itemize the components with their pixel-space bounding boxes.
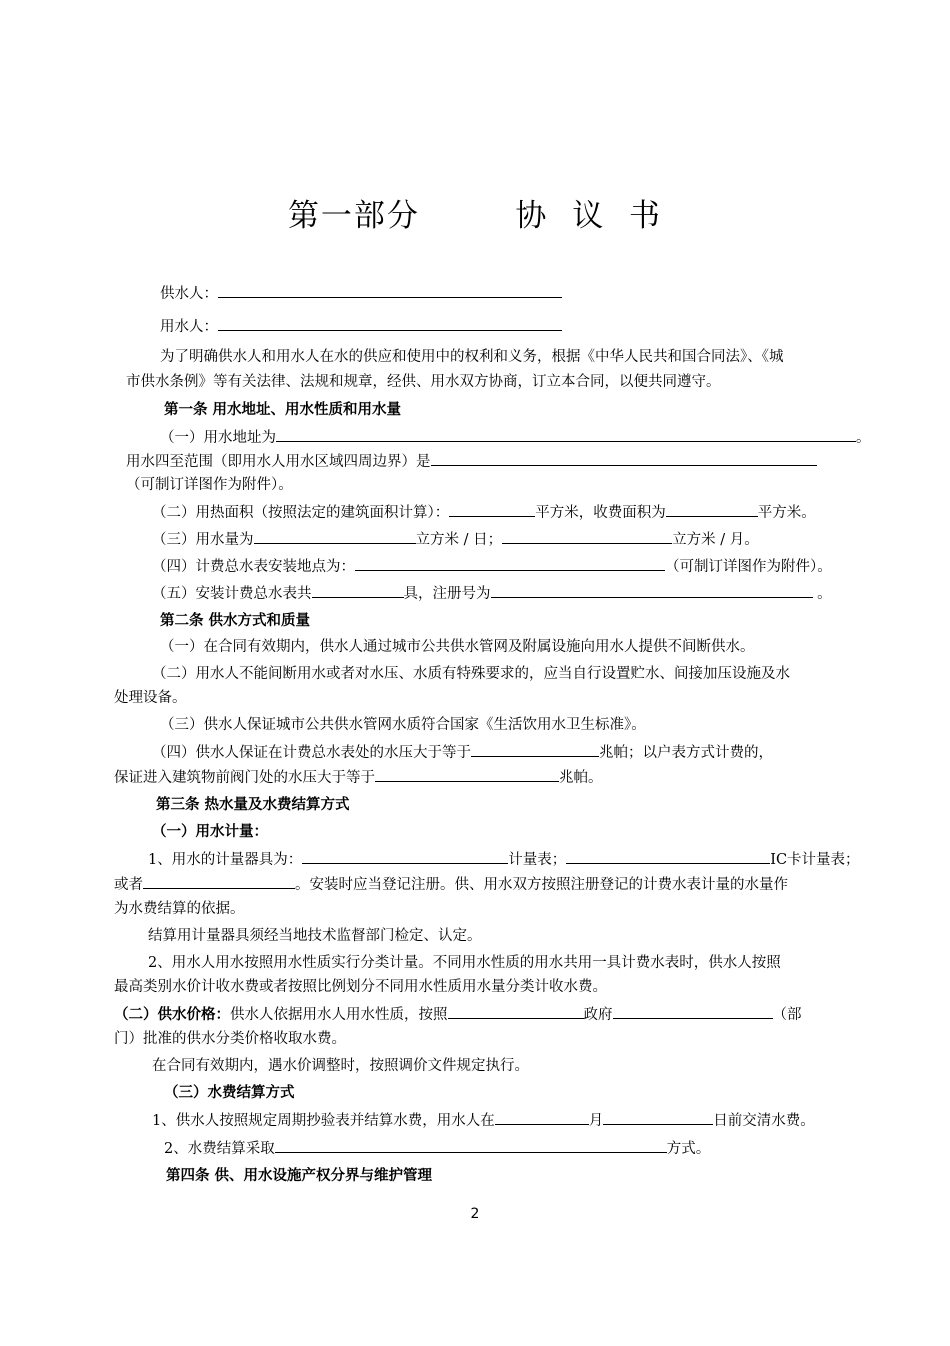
metering-device-blank (302, 849, 508, 864)
article3-s3a (152, 1110, 912, 1131)
user-line (160, 316, 920, 337)
page-number: 2 (470, 1206, 480, 1222)
article1-item3-mid: 立方米 / 日； (415, 532, 503, 548)
article1-item4-end: （可制订详图作为附件）。 (665, 559, 832, 575)
article1-item2-text: （二）用热面积（按照法定的建筑面积计算）： (152, 505, 450, 521)
article3-s3a-mid: 月 (588, 1113, 604, 1129)
article1-item4-text: （四）计费总水表安装地点为： (152, 559, 355, 575)
charge-area-blank (666, 502, 758, 517)
article2-p2b: 处理设备。 (114, 690, 187, 706)
meter-count-blank (312, 583, 404, 598)
article3-s3b (164, 1138, 924, 1159)
article1-heading: 第一条 用水地址、用水性质和用水量 (164, 402, 402, 418)
intro-line-2: 市供水条例》等有关法律、法规和规章，经供、用水双方协商，订立本合同，以便共同遵守。 (126, 374, 721, 390)
intro-line-1: 为了明确供水人和用水人在水的供应和使用中的权利和义务，根据《中华人民共和国合同法》、《城 (160, 349, 784, 365)
article2-p4a (152, 742, 912, 763)
article3-s2a-text: 供水人依据用水人用水性质，按照 (230, 1007, 448, 1023)
article3-s1a-mid: 计量表； (508, 852, 567, 868)
article1-item5-end: 。 (812, 586, 832, 602)
article3-s3b-end: 方式。 (666, 1141, 711, 1157)
article2-p1: （一）在合同有效期内，供水人通过城市公共供水管网及附属设施向用水人提供不间断供水。 (160, 639, 755, 655)
article3-s1e: 2、用水人用水按照用水性质实行分类计量。不同用水性质的用水共用一具计费水表时，供水人按照 (148, 955, 781, 971)
article3-s2a (114, 1004, 874, 1025)
article1-item2-end: 平方米。 (757, 505, 816, 521)
article2-p4a-text: （四）供水人保证在计费总水表处的水压大于等于 (152, 745, 471, 761)
article1-item2 (152, 502, 912, 523)
article3-s1f: 最高类别水价计收水费或者按照比例划分不同用水性质用水量分类计收水费。 (114, 979, 607, 995)
boundary-blank (431, 451, 817, 466)
daily-volume-blank (254, 529, 416, 544)
supplier-blank (218, 283, 562, 298)
article2-p4b-end: 兆帕。 (559, 770, 603, 786)
user-blank (218, 316, 562, 331)
government-blank (448, 1004, 584, 1019)
article3-sub3: （三）水费结算方式 (164, 1085, 295, 1101)
monthly-volume-blank (502, 529, 672, 544)
article1-item3 (152, 529, 912, 550)
supplier-label: 供水人： (160, 286, 218, 302)
article3-s1c: 为水费结算的依据。 (114, 901, 245, 917)
article1-item5 (152, 583, 912, 604)
article3-s3a-end: 日前交清水费。 (713, 1113, 815, 1129)
article3-s1b-text: 或者 (114, 877, 143, 893)
article4-heading: 第四条 供、用水设施产权分界与维护管理 (166, 1168, 433, 1184)
meter-location-blank (355, 556, 665, 571)
article1-item4 (152, 556, 912, 577)
registration-number-blank (491, 583, 813, 598)
article2-p4b-text: 保证进入建筑物前阀门处的水压大于等于 (114, 770, 375, 786)
article3-s2a-end: （部 (772, 1007, 802, 1023)
article3-s2b: 门）批准的供水分类价格收取水费。 (114, 1031, 346, 1047)
article2-p4b (114, 767, 874, 788)
article3-s1a (148, 849, 908, 870)
month-blank (495, 1110, 589, 1125)
metering-device-blank-2 (566, 849, 770, 864)
article1-item1-end: 。 (856, 430, 871, 446)
article1-item2-mid: 平方米，收费面积为 (535, 505, 666, 521)
address-blank (276, 427, 856, 442)
article1-item1c: （可制订详图作为附件）。 (126, 477, 293, 493)
settlement-method-blank (275, 1138, 667, 1153)
meter-pressure-blank (471, 742, 599, 757)
article1-item1 (160, 427, 920, 448)
article3-s3b-text: 2、水费结算采取 (164, 1141, 275, 1157)
article1-item5-text: （五）安装计费总水表共 (152, 586, 312, 602)
article3-sub2: （二）供水价格： (114, 1007, 230, 1023)
heating-area-blank (449, 502, 535, 517)
article1-item1-text: （一）用水地址为 (160, 430, 276, 446)
article3-heading: 第三条 热水量及水费结算方式 (156, 797, 350, 813)
article3-s2c: 在合同有效期内，遇水价调整时，按照调价文件规定执行。 (152, 1058, 529, 1074)
article2-p2a: （二）用水人不能间断用水或者对水压、水质有特殊要求的，应当自行设置贮水、间接加压设施及水 (152, 666, 790, 682)
article2-p4a-end: 兆帕；以户表方式计费的， (599, 745, 773, 761)
article2-p3: （三）供水人保证城市公共供水管网水质符合国家《生活饮用水卫生标准》。 (160, 717, 646, 733)
page-title: 第一部分 协 议 书 (287, 198, 663, 234)
article3-s3a-text: 1、供水人按照规定周期抄验表并结算水费，用水人在 (152, 1113, 495, 1129)
article1-item5-mid: 具，注册号为 (403, 586, 491, 602)
valve-pressure-blank (375, 767, 559, 782)
article3-sub1: （一）用水计量： (152, 824, 268, 840)
day-blank (603, 1110, 713, 1125)
user-label: 用水人： (160, 319, 218, 335)
article3-s2a-mid: 政府 (583, 1007, 613, 1023)
article1-item1b (126, 451, 886, 472)
other-device-blank (143, 874, 295, 889)
article3-s1a-text: 1、用水的计量器具为： (148, 852, 303, 868)
article2-heading: 第二条 供水方式和质量 (160, 613, 311, 629)
article3-s1b-end: 。安装时应当登记注册。供、用水双方按照注册登记的计费水表计量的水量作 (295, 877, 788, 893)
article3-s1b (114, 874, 874, 895)
article1-item1b-text: 用水四至范围（即用水人用水区域四周边界）是 (126, 454, 431, 470)
article1-item3-text: （三）用水量为 (152, 532, 254, 548)
article1-item3-end: 立方米 / 月。 (672, 532, 759, 548)
article3-s1d: 结算用计量器具须经当地技术监督部门检定、认定。 (148, 928, 482, 944)
department-blank (613, 1004, 773, 1019)
supplier-line (160, 283, 920, 304)
article3-s1a-end: IC卡计量表； (770, 852, 860, 868)
